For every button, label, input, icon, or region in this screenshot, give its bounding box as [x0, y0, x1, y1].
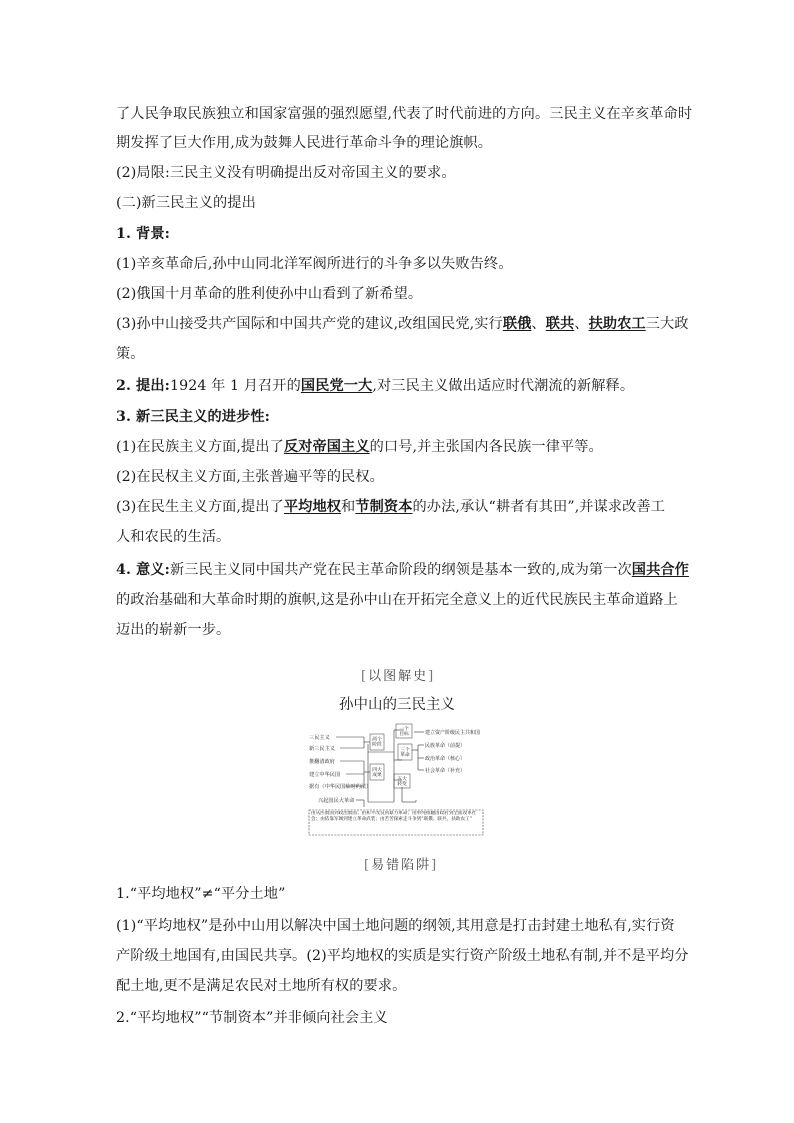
- bracket-left-icon: [: [364, 858, 372, 873]
- subsection-heading: 4. 意义:: [116, 562, 170, 578]
- paragraph-line: (1)“平均地权”是孙中山用以解决中国土地问题的纲领,其用意是打击封建土地私有,实行资: [116, 918, 675, 934]
- trap-heading: 2.“平均地权”“节制资本”并非倾向社会主义: [116, 1010, 388, 1026]
- node-two-stages-label: 两个阶段: [372, 737, 382, 748]
- figure-title: 孙中山的三民主义: [339, 697, 455, 713]
- keyword: 节制资本: [355, 499, 413, 515]
- text: 1924 年 1 月召开的: [169, 378, 301, 394]
- revolution-item: 社会革命（补充）: [425, 768, 466, 774]
- keyword: 扶助农工: [588, 316, 646, 332]
- text: 的办法,承认“耕者有其田”,并谋求改善工: [412, 499, 666, 515]
- node-four-achievements-label: 四大成果: [372, 768, 382, 779]
- list-item: [116, 437, 603, 457]
- left-item: 三民主义: [309, 735, 330, 741]
- bracket-left-icon: [: [361, 669, 369, 684]
- text: ,对三民主义做出适应时代潮流的新解释。: [372, 378, 635, 394]
- keyword: 联共: [545, 316, 575, 332]
- paragraph-line: (2)局限:三民主义没有明确提出反对帝国主义的要求。: [116, 165, 456, 181]
- bracket-right-icon: ]: [428, 669, 436, 684]
- section-label-figure: [361, 665, 435, 684]
- left-item: 推翻清政府: [309, 759, 335, 765]
- left-item: 新三民主义: [309, 746, 335, 752]
- text: 和: [341, 499, 356, 515]
- list-item: [116, 314, 689, 334]
- list-item: (2)在民权主义方面,主张普遍平等的民权。: [116, 469, 384, 485]
- section-label-text: 以图解史: [368, 669, 429, 684]
- paragraph-line: 配土地,更不是满足农民对土地所有权的要求。: [116, 978, 407, 994]
- list-item: (2)俄国十月革命的胜利使孙中山看到了新希望。: [116, 286, 423, 302]
- left-item: 兴起国民大革命: [318, 798, 355, 804]
- node-three-revolutions-label: 三个革命: [400, 748, 410, 759]
- paragraph-line: 迈出的崭新一步。: [116, 622, 231, 638]
- list-item-continuation: 人和农民的生活。: [116, 529, 231, 545]
- left-item: 据有（中华民国临时约法）: [309, 784, 372, 790]
- three-principles-diagram: [306, 722, 496, 837]
- text: (1)在民族主义方面,提出了: [116, 439, 284, 455]
- text: 、: [574, 316, 589, 332]
- keyword: 联俄: [502, 316, 532, 332]
- text: (3)孙中山接受共产国际和中国共产党的建议,改组国民党,实行: [116, 316, 503, 332]
- revolution-item: 政治革命（核心）: [425, 756, 466, 762]
- text: 三大政: [645, 316, 689, 332]
- revolution-item: 民族革命（前提）: [425, 743, 466, 749]
- node-one-goal-label: 一个目标: [399, 727, 409, 738]
- subsection-heading: 1. 背景:: [116, 226, 170, 242]
- paragraph-line: 期发挥了巨大作用,成为鼓舞人民进行革命斗争的理论旗帜。: [116, 135, 493, 151]
- subsection: [116, 376, 634, 396]
- keyword: 反对帝国主义: [283, 439, 370, 455]
- text: 新三民主义同中国共产党在民主革命阶段的纲领是基本一致的,成为第一次: [169, 562, 632, 578]
- section-label-text: 易错陷阱: [371, 858, 432, 873]
- bracket-right-icon: ]: [431, 858, 439, 873]
- paragraph-line: 的政治基础和大革命时期的旗帜,这是孙中山在开拓完全意义上的近代民族民主革命道路上: [116, 592, 678, 608]
- text: 的口号,并主张国内各民族一律平等。: [369, 439, 603, 455]
- list-item: [116, 497, 665, 517]
- subsection-heading: 2. 提出:: [116, 378, 170, 394]
- text: (3)在民生主义方面,提出了: [116, 499, 284, 515]
- left-item: 建立中华民国: [309, 772, 341, 778]
- subsection-heading: 3. 新三民主义的进步性:: [116, 409, 270, 425]
- keyword: 国民党一大: [300, 378, 373, 394]
- keyword: 平均地权: [283, 499, 342, 515]
- section-label-traps: [364, 854, 438, 873]
- goal-text: 建立资产阶级民主共和国: [425, 730, 481, 736]
- paragraph-line: 了人民争取民族独立和国家富强的强烈愿望,代表了时代前进的方向。三民主义在辛亥革命时: [116, 106, 693, 122]
- note-text: 由从医救国到政治救国；由和平改良到暴力革命；由单纯推翻清政府到全面改革社会；由依靠军阀到建立革命武装；由苦苦探索走斗争到“联俄、联共、扶助农工”: [311, 811, 477, 823]
- list-item-continuation: 策。: [116, 346, 145, 362]
- list-item: (1)辛亥革命后,孙中山同北洋军阀所进行的斗争多以失败告终。: [116, 256, 513, 272]
- section-heading: (二)新三民主义的提出: [116, 195, 256, 211]
- text: 、: [531, 316, 546, 332]
- subsection: [116, 560, 689, 580]
- trap-heading: 1.“平均地权”≠“平分土地”: [116, 886, 286, 902]
- keyword: 国共合作: [631, 562, 689, 578]
- paragraph-line: 产阶级土地国有,由国民共享。(2)平均地权的实质是实行资产阶级土地私有制,并不是平均分: [116, 948, 689, 964]
- node-five-changes-label: 五大转变: [397, 777, 407, 788]
